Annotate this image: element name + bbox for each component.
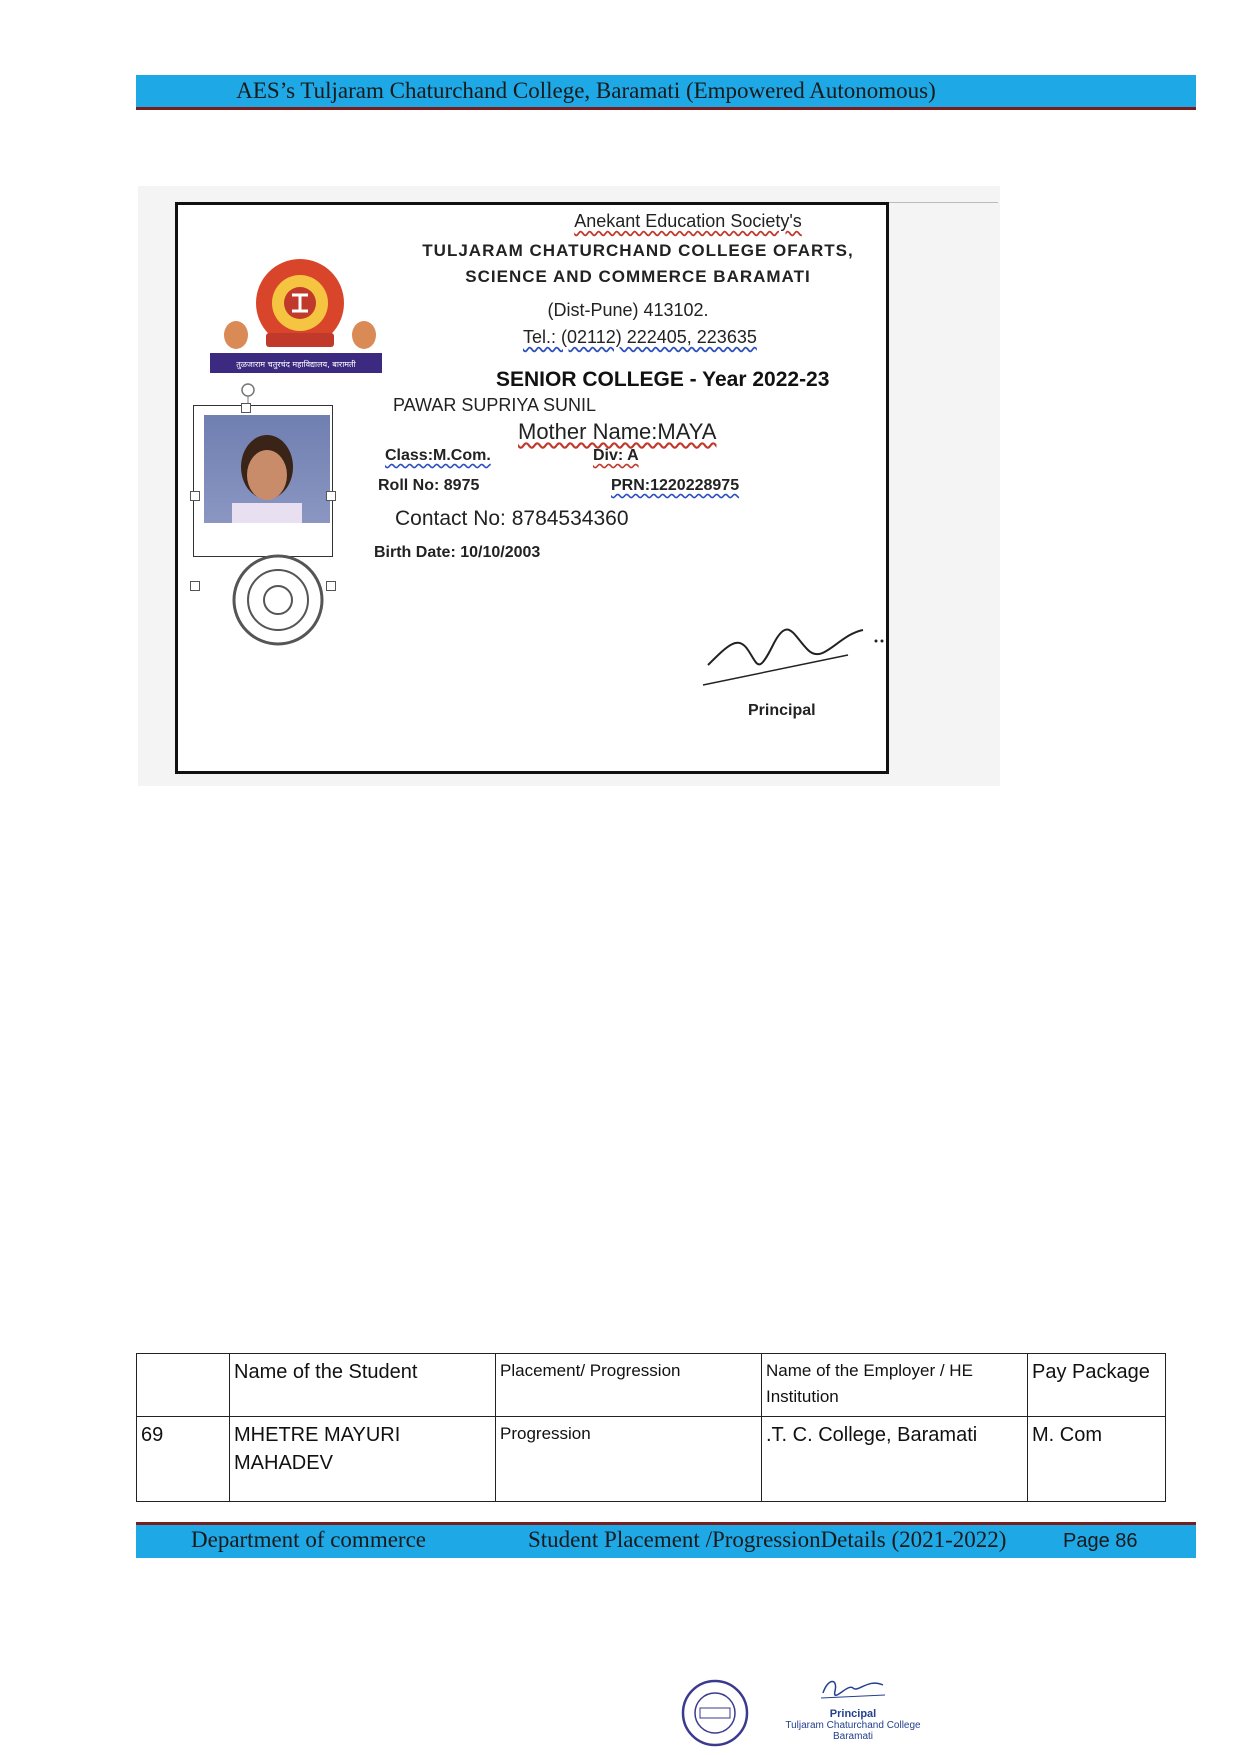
college-seal — [680, 1678, 750, 1748]
header-placement: Placement/ Progression — [496, 1354, 762, 1417]
division: Div: A — [593, 447, 639, 464]
id-card — [175, 202, 889, 774]
academic-year: SENIOR COLLEGE - Year 2022-23 — [496, 368, 830, 391]
class: Class:M.Com. — [385, 447, 491, 464]
district: (Dist-Pune) 413102. — [547, 300, 709, 320]
header-employer: Name of the Employer / HE Institution — [762, 1354, 1028, 1417]
header-student-name: Name of the Student — [230, 1354, 496, 1417]
college-name-line2: SCIENCE AND COMMERCE BARAMATI — [465, 267, 811, 286]
resize-handle[interactable] — [241, 403, 251, 413]
principal-institution: Tuljaram Chaturchand College — [785, 1720, 921, 1731]
college-logo — [208, 255, 383, 375]
rotate-handle-icon[interactable] — [238, 381, 258, 403]
footer-page-number: Page 86 — [1063, 1530, 1138, 1552]
cell-pay-package: M. Com — [1028, 1417, 1166, 1502]
mother-name: Mother Name:MAYA — [518, 419, 717, 444]
principal-role: Principal — [829, 1708, 877, 1720]
cell-student-name: MHETRE MAYURI MAHADEV — [230, 1417, 496, 1502]
college-stamp — [228, 550, 328, 650]
cell-employer: .T. C. College, Baramati — [762, 1417, 1028, 1502]
telephone: Tel.: (02112) 222405, 223635 — [523, 327, 757, 347]
principal-label: Principal — [748, 702, 816, 719]
birth-date: Birth Date: 10/10/2003 — [374, 544, 541, 561]
resize-handle[interactable] — [190, 491, 200, 501]
footer-department: Department of commerce — [191, 1527, 426, 1552]
logo-banner-text: तुळजाराम चतुरचंद महाविद्यालय, बारामती — [236, 360, 356, 369]
principal-signature-mark — [813, 1673, 893, 1703]
header-serial — [137, 1354, 230, 1417]
principal-signature-block — [778, 1673, 928, 1753]
student-photo — [204, 415, 330, 523]
scan-edge-line — [880, 202, 998, 203]
resize-handle[interactable] — [326, 491, 336, 501]
progression-table — [136, 1353, 1166, 1502]
cell-serial: 69 — [137, 1417, 230, 1502]
contact-number: Contact No: 8784534360 — [395, 507, 629, 530]
cell-placement: Progression — [496, 1417, 762, 1502]
header-pay-package: Pay Package — [1028, 1354, 1166, 1417]
principal-signature — [698, 605, 898, 695]
header-band — [136, 75, 1196, 110]
footer-band — [136, 1522, 1196, 1558]
roll-number: Roll No: 8975 — [378, 477, 480, 494]
footer-title: Student Placement /ProgressionDetails (2021-2022) — [528, 1527, 1007, 1552]
header-title: AES’s Tuljaram Chaturchand College, Baramati (Empowered Autonomous) — [236, 78, 936, 103]
table-row — [137, 1417, 1166, 1502]
principal-place: Baramati — [832, 1731, 873, 1742]
table-header-row — [137, 1354, 1166, 1417]
college-name-line1: TULJARAM CHATURCHAND COLLEGE OFARTS, — [422, 241, 854, 260]
student-name: PAWAR SUPRIYA SUNIL — [393, 395, 597, 415]
society-name: Anekant Education Society's — [574, 211, 802, 231]
prn: PRN:1220228975 — [611, 477, 740, 494]
resize-handle[interactable] — [190, 581, 200, 591]
